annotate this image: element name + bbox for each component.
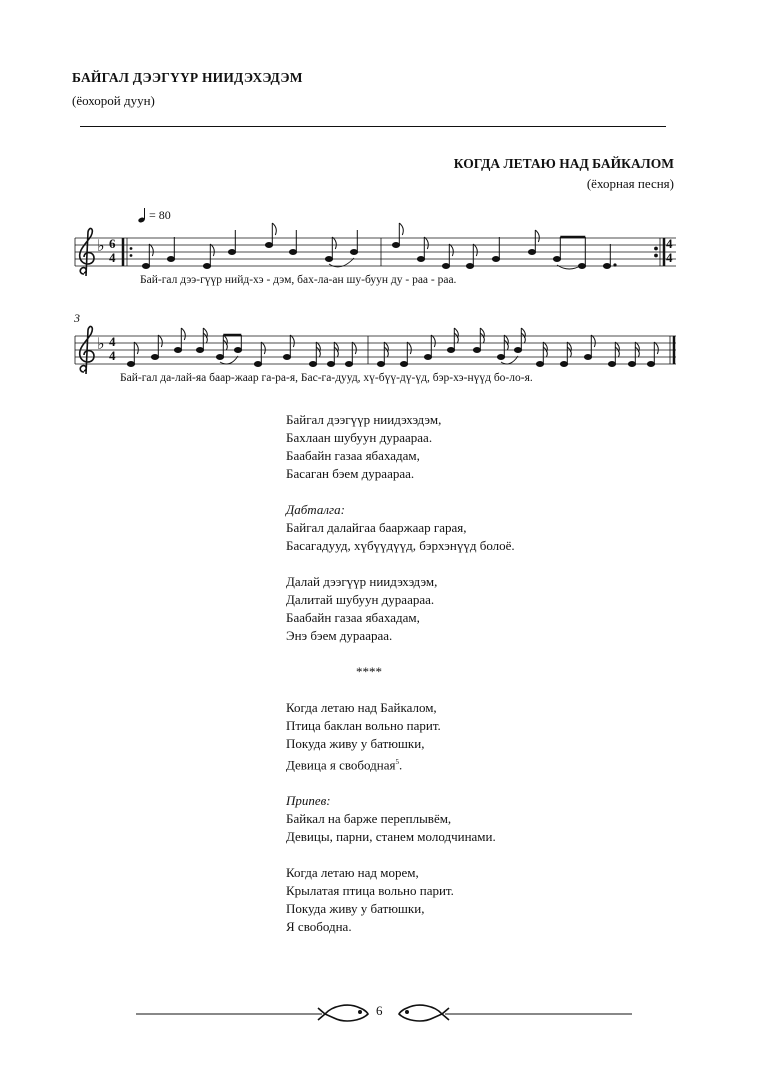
measure-number: 3 <box>74 311 80 325</box>
song-title-mongolian: БАЙГАЛ ДЭЭГҮҮР НИИДЭХЭДЭМ <box>72 70 303 85</box>
time-sig-top-1: 6 <box>109 236 116 251</box>
notes-staff-2 <box>127 328 658 367</box>
song-title-russian: КОГДА ЛЕТАЮ НАД БАЙКАЛОМ <box>453 156 674 171</box>
time-sig-bottom-1: 4 <box>109 250 116 265</box>
music-score <box>0 0 767 400</box>
verse-line-footnoted <box>286 753 515 774</box>
lyrics-line-1: Бай-гал дээ-гүүр нийд-хэ - дэм, бах-ла-ан шу-буун ду - раа - раа. <box>140 274 457 286</box>
page-number: 6 <box>376 1003 383 1018</box>
verse-line: Баабайн газаа ябахадам, <box>286 610 420 625</box>
verse-text: Девица я свободная <box>286 757 396 773</box>
refrain-mongolian <box>286 501 515 555</box>
verse-line: Байкал на барже переплывём, <box>286 811 452 827</box>
lyrics-line-2: Бай-гал да-лай-яа баар-жаар га-ра-я, Бас-га-дууд, хү-бүү-дү-үд, бэр-хэ-нүүд бо-ло-я. <box>120 372 533 384</box>
tempo-value: = 80 <box>149 208 171 222</box>
fish-left-icon <box>318 1005 368 1021</box>
refrain-label: Дабталга: <box>286 502 345 517</box>
verse-line: Баабайн газаа ябахадам, <box>286 448 420 463</box>
refrain-label: Припев: <box>286 793 331 809</box>
time-sig-top-3: 4 <box>109 334 116 349</box>
staff-1 <box>75 238 676 266</box>
staff-2 <box>75 336 676 364</box>
verse-line: Байгал далайгаа бааржаар гарая, <box>286 520 467 535</box>
verse-line: Басаган бэем дураараа. <box>286 466 415 481</box>
verse-punct: . <box>398 757 403 773</box>
verse-line: Я свободна. <box>286 919 352 935</box>
refrain-russian <box>286 792 515 846</box>
stanza-1 <box>286 411 515 483</box>
verse-line: Далай дээгүүр ниидэхэдэм, <box>286 574 438 589</box>
page-footer-ornament <box>0 990 767 1030</box>
verse-line: Далитай шубуун дураараа. <box>286 592 435 607</box>
verse-line: Покуда живу у батюшки, <box>286 736 425 751</box>
section-separator: **** <box>356 664 382 679</box>
stanza-3 <box>286 699 515 774</box>
verse-line: Байгал дээгүүр ниидэхэдэм, <box>286 412 442 427</box>
footnote-marker: 5 <box>395 758 399 766</box>
verse-line: Когда летаю над морем, <box>286 865 419 881</box>
time-sig-bottom-3: 4 <box>109 348 116 363</box>
song-subtitle-russian: (ёхорная песня) <box>586 176 674 191</box>
verse-line: Покуда живу у батюшки, <box>286 901 425 917</box>
flat-sign: ♭ <box>97 236 105 255</box>
verse-line: Бахлаан шубуун дураараа. <box>286 430 433 445</box>
song-text <box>286 411 515 954</box>
verse-line: Энэ бэем дураараа. <box>286 628 393 643</box>
notes-staff-1 <box>142 223 616 269</box>
verse-line: Птица баклан вольно парит. <box>286 718 441 733</box>
fish-right-icon <box>399 1005 449 1021</box>
stanza-2 <box>286 573 515 645</box>
time-sig-top-2: 4 <box>666 236 673 251</box>
verse-line: Басагадууд, хүбүүдүүд, бэрхэнүүд болоё. <box>286 538 515 553</box>
flat-sign: ♭ <box>97 334 105 353</box>
stanza-4 <box>286 864 515 936</box>
verse-line: Девицы, парни, станем молодчинами. <box>286 829 496 845</box>
song-subtitle-mongolian: (ёохорой дуун) <box>72 93 155 108</box>
time-sig-bottom-2: 4 <box>666 250 673 265</box>
verse-line: Когда летаю над Байкалом, <box>286 700 437 715</box>
verse-line: Крылатая птица вольно парит. <box>286 883 454 899</box>
